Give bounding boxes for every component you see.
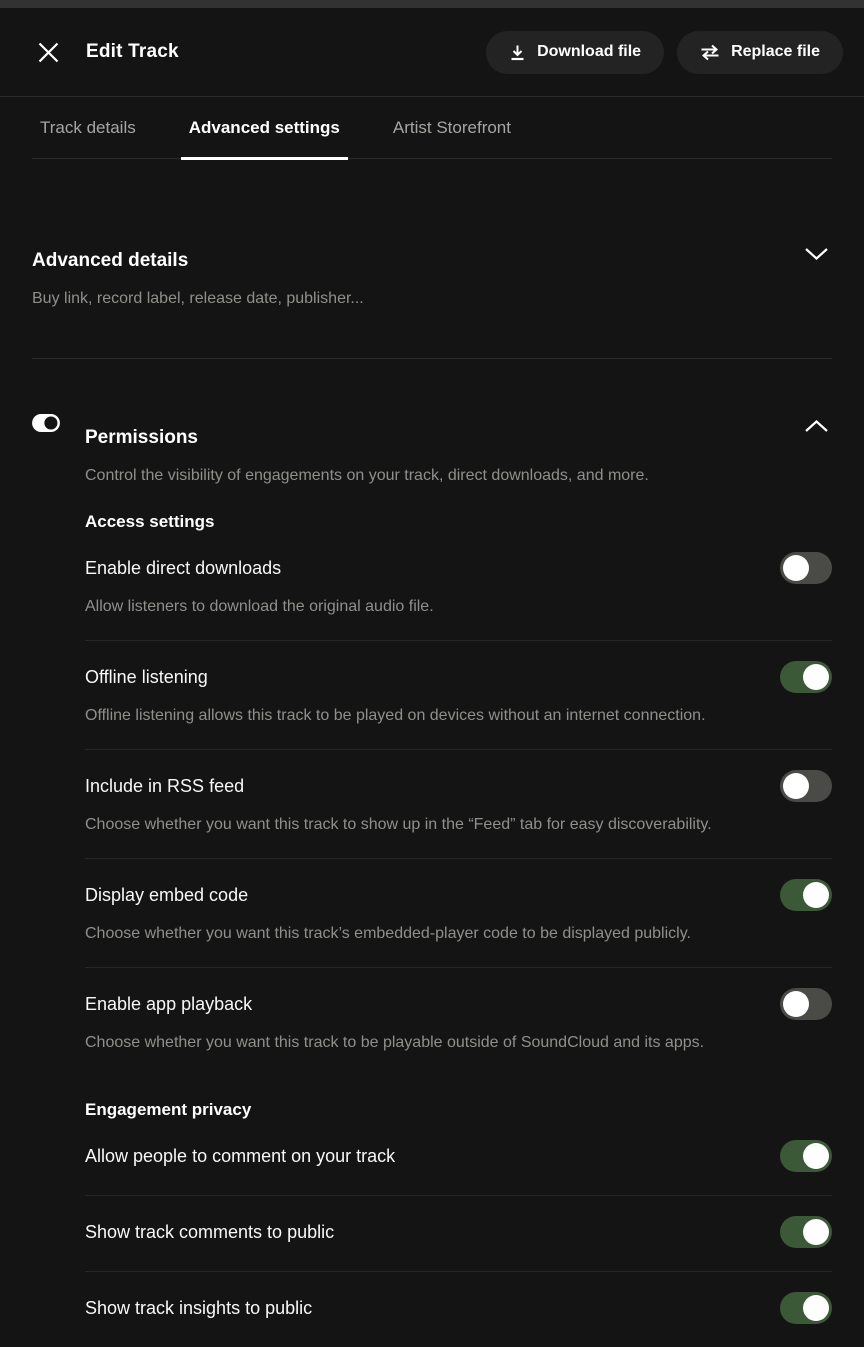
toggle-knob [783,991,809,1017]
toggle-row-top [85,988,832,1020]
toggle-description: Allow listeners to download the original audio file. [85,598,434,616]
toggle-label: Include in RSS feed [85,776,245,797]
toggle-label: Display embed code [85,885,249,906]
toggle-switch[interactable] [780,552,832,584]
toggle-row [85,968,832,1076]
toggle-knob [783,555,809,581]
toggle-knob [803,1219,829,1245]
permissions-header-text [85,411,832,487]
toggle-row-top [85,661,832,693]
chevron-down-icon [804,247,829,261]
toggle-description: Choose whether you want this track to be playable outside of SoundCloud and its apps. [85,1034,705,1052]
collapse-permissions-button[interactable] [804,419,829,433]
close-button[interactable] [36,40,61,65]
permissions-section [0,359,864,1347]
permissions-header [32,359,832,487]
toggle-description: Choose whether you want this track to show up in the “Feed” tab for easy discoverability. [85,816,712,834]
toggle-switch[interactable] [780,1216,832,1248]
toggle-label: Show track insights to public [85,1298,313,1319]
replace-file-button[interactable] [677,31,843,74]
toggle-row [85,1120,832,1196]
expand-advanced-details-button[interactable] [804,247,829,261]
modal-header [0,8,864,97]
toggle-switch[interactable] [780,770,832,802]
toggle-row [85,532,832,641]
toggle-switch[interactable] [780,988,832,1020]
swap-arrows-icon [700,44,720,61]
tab-artist-storefront[interactable]: Artist Storefront [385,97,519,158]
toggle-row-top [85,770,832,802]
advanced-details-section[interactable] [32,159,832,359]
toggle-label: Offline listening [85,667,208,688]
chevron-up-icon [804,419,829,433]
toggle-description: Choose whether you want this track’s embedded-player code to be displayed publicly. [85,925,691,943]
tab-track-details[interactable]: Track details [32,97,144,158]
toggle-row-top [85,1216,832,1248]
download-file-button[interactable] [486,31,664,74]
toggle-row [85,859,832,968]
toggle-label: Enable app playback [85,994,253,1015]
toggle-row-top [85,1140,832,1172]
toggle-switch[interactable] [780,879,832,911]
toggle-row [85,750,832,859]
toggle-description: Offline listening allows this track to be played on devices without an internet connection. [85,707,706,725]
toggle-row-top [85,879,832,911]
toggle-row-top [85,552,832,584]
permissions-subtitle: Control the visibility of engagements on your track, direct downloads, and more. [85,467,649,485]
toggle-row [85,1272,832,1347]
toggle-switch-icon [32,414,60,432]
toggle-row [85,1196,832,1272]
page-title: Edit Track [86,41,179,62]
engagement-privacy-rows [85,1120,832,1347]
toggle-label: Allow people to comment on your track [85,1146,396,1167]
backdrop-top-strip [0,0,864,8]
toggle-knob [803,1295,829,1321]
download-icon [509,44,526,61]
toggle-switch[interactable] [780,661,832,693]
tab-advanced-settings[interactable]: Advanced settings [181,97,348,158]
toggle-switch[interactable] [780,1292,832,1324]
replace-file-label: Replace file [731,43,820,60]
toggle-row-top [85,1292,832,1324]
toggle-knob [803,1143,829,1169]
access-settings-rows [85,532,832,1076]
toggle-row [85,641,832,750]
advanced-details-title: Advanced details [32,249,189,271]
toggle-knob [783,773,809,799]
toggle-knob [803,882,829,908]
tab-bar [32,97,832,159]
download-file-label: Download file [537,43,642,60]
engagement-privacy-heading: Engagement privacy [85,1100,252,1120]
access-settings-heading: Access settings [85,512,215,532]
advanced-details-subtitle: Buy link, record label, release date, publisher... [32,289,364,307]
permissions-title: Permissions [85,427,198,449]
toggle-label: Show track comments to public [85,1222,335,1243]
header-actions [486,31,843,74]
toggle-switch[interactable] [780,1140,832,1172]
toggle-knob [803,664,829,690]
toggle-label: Enable direct downloads [85,558,282,579]
close-icon [36,40,61,65]
